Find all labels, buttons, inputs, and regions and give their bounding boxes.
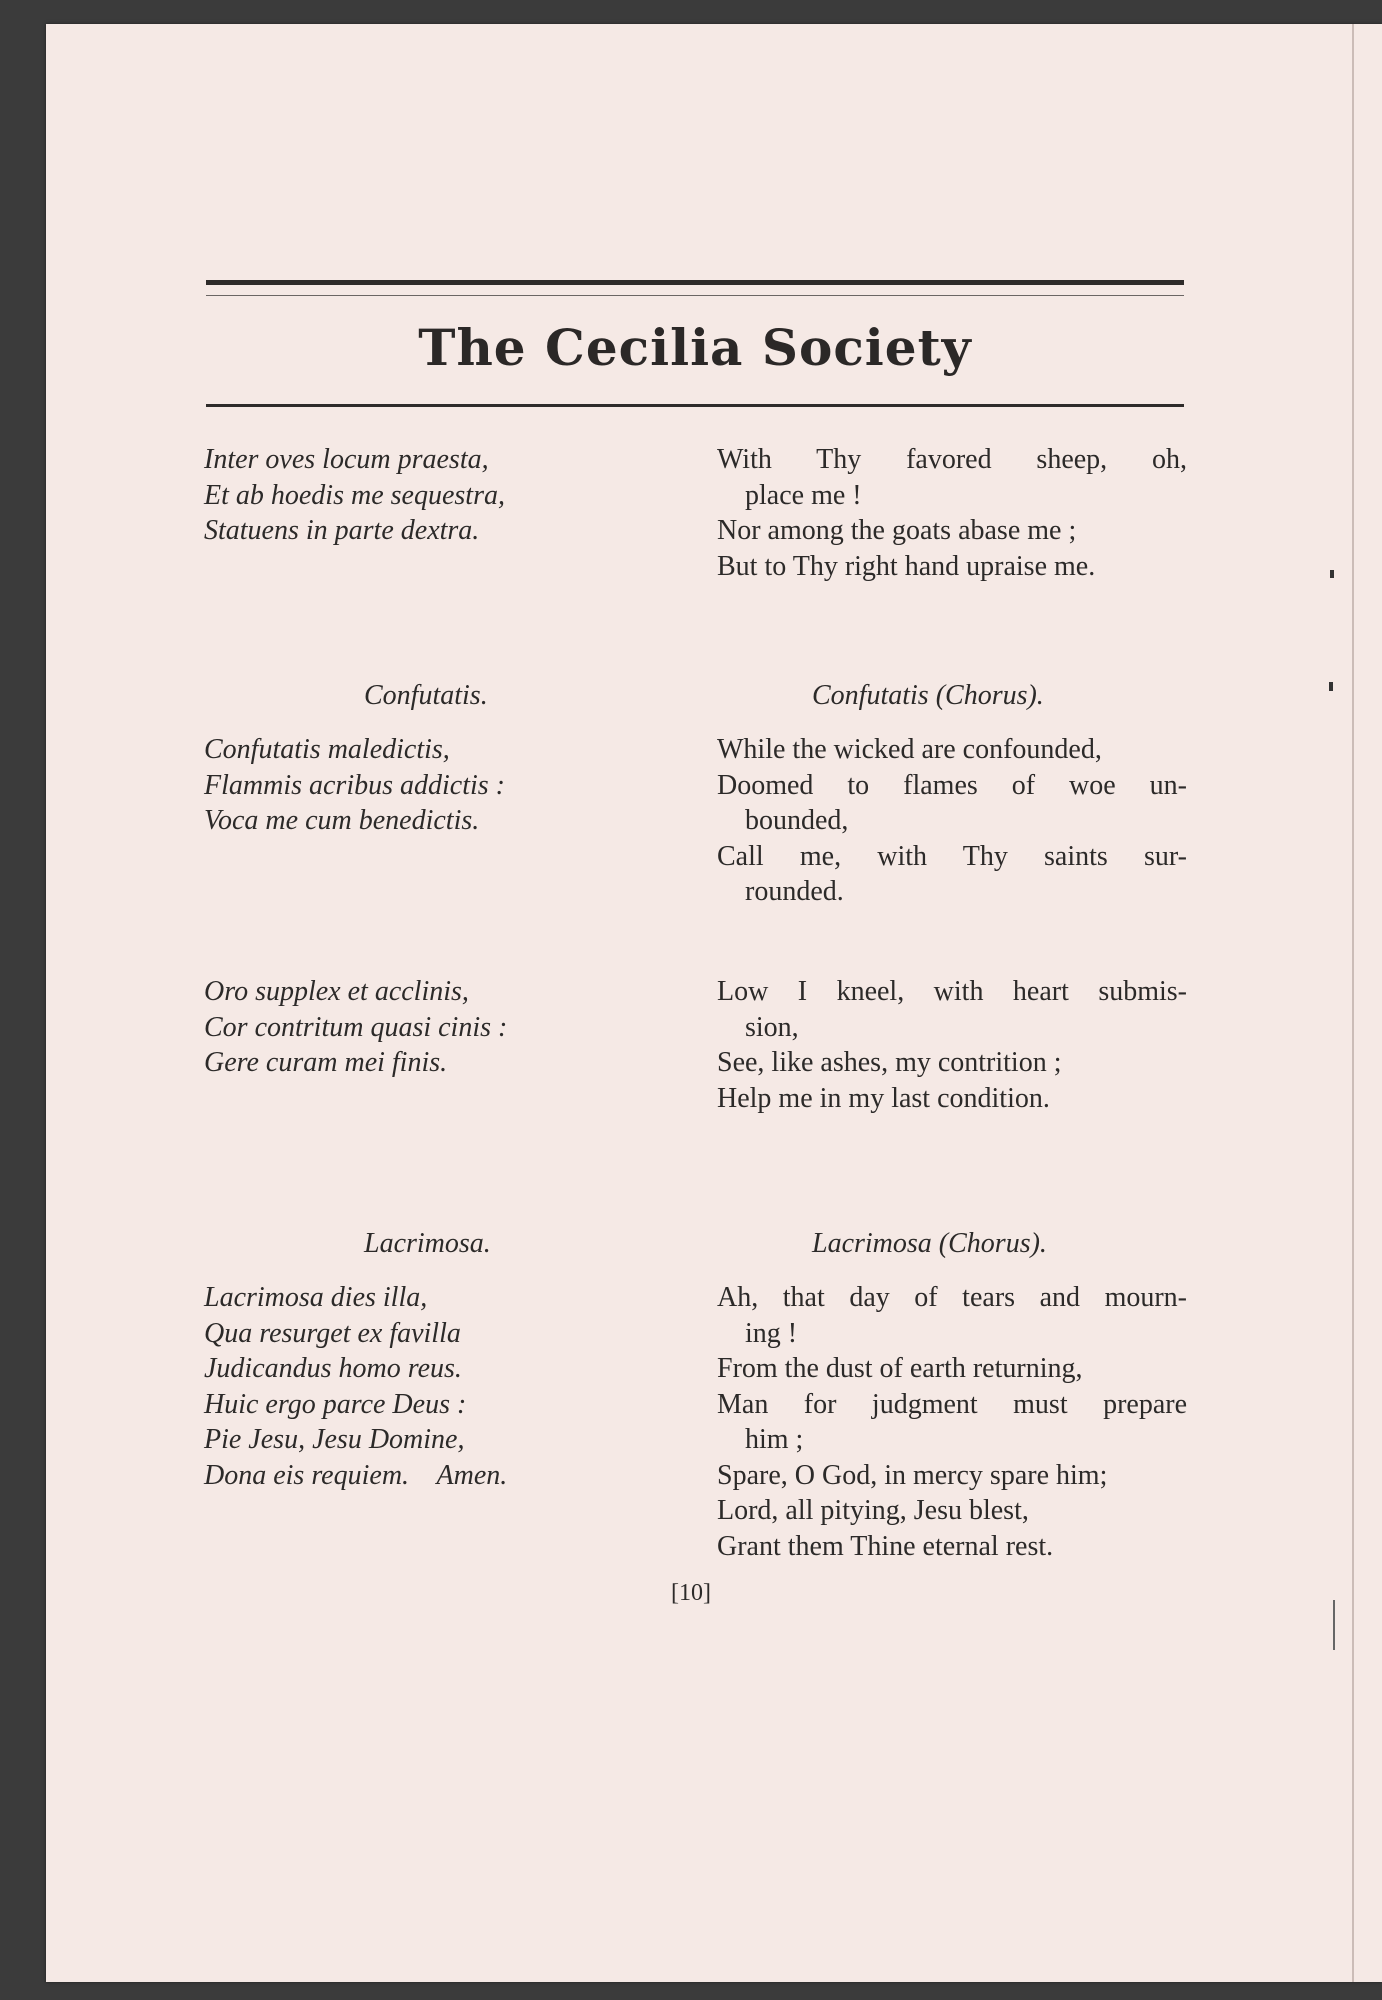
masthead-title: The Cecilia Society xyxy=(418,318,972,377)
lacrimosa-latin xyxy=(204,1280,624,1493)
english-line: place me ! xyxy=(745,479,862,511)
latin-line: Flammis acribus addictis : xyxy=(204,769,505,801)
latin-line: Judicandus homo reus. xyxy=(204,1353,462,1384)
stanza3-latin xyxy=(204,974,624,1081)
top-rule-thick xyxy=(206,280,1184,285)
english-line: Nor among the goats abase me ; xyxy=(717,515,1077,546)
top-rule-thin xyxy=(206,295,1184,296)
latin-line: Voca me cum benedictis. xyxy=(204,805,480,836)
latin-line: Lacrimosa dies illa, xyxy=(204,1282,428,1313)
english-line: Call me, with Thy saints sur- xyxy=(717,840,1187,872)
english-line: Grant them Thine eternal rest. xyxy=(717,1530,1054,1562)
stanza3-english xyxy=(717,974,1187,1116)
english-line: rounded. xyxy=(745,876,844,907)
english-line: While the wicked are confounded, xyxy=(717,734,1102,765)
english-line: Help me in my last condition. xyxy=(717,1082,1050,1114)
page-edge xyxy=(1352,24,1354,1982)
english-line: See, like ashes, my contrition ; xyxy=(717,1047,1062,1078)
english-line: him ; xyxy=(745,1424,804,1455)
stanza1-latin xyxy=(204,442,624,549)
english-line: ing ! xyxy=(745,1317,798,1349)
latin-line: Statuens in parte dextra. xyxy=(204,515,480,546)
latin-line: Huic ergo parce Deus : xyxy=(204,1388,467,1420)
latin-line: Qua resurget ex favilla xyxy=(204,1317,461,1349)
confutatis-latin-heading: Confutatis. xyxy=(364,680,488,711)
latin-line: Inter oves locum praesta, xyxy=(204,444,489,475)
latin-line: Pie Jesu, Jesu Domine, xyxy=(204,1424,465,1455)
english-line: Doomed to flames of woe un- xyxy=(717,769,1187,801)
latin-line: Cor contritum quasi cinis : xyxy=(204,1011,508,1043)
lacrimosa-english xyxy=(717,1280,1187,1564)
confutatis-latin xyxy=(204,732,624,839)
latin-line: Gere curam mei finis. xyxy=(204,1047,448,1078)
lacrimosa-latin-heading: Lacrimosa. xyxy=(364,1228,491,1259)
confutatis-english-heading: Confutatis (Chorus). xyxy=(812,680,1044,711)
margin-speck xyxy=(1330,570,1334,578)
english-line: Low I kneel, with heart submis- xyxy=(717,976,1187,1007)
english-line: Man for judgment must prepare xyxy=(717,1388,1187,1420)
margin-speck xyxy=(1329,682,1333,691)
english-line: Ah, that day of tears and mourn- xyxy=(717,1282,1187,1313)
lacrimosa-english-heading: Lacrimosa (Chorus). xyxy=(812,1228,1047,1259)
english-line: From the dust of earth returning, xyxy=(717,1353,1083,1384)
latin-line: Et ab hoedis me sequestra, xyxy=(204,479,505,511)
confutatis-english xyxy=(717,732,1187,910)
english-line: Lord, all pitying, Jesu blest, xyxy=(717,1495,1029,1526)
margin-speck xyxy=(1333,1600,1335,1650)
stanza1-english xyxy=(717,442,1187,584)
page-number: [10] xyxy=(671,1580,711,1606)
english-line: bounded, xyxy=(745,805,849,836)
latin-line: Oro supplex et acclinis, xyxy=(204,976,469,1007)
english-line: But to Thy right hand upraise me. xyxy=(717,550,1096,582)
masthead-rule xyxy=(206,404,1184,407)
english-line: With Thy favored sheep, oh, xyxy=(717,444,1187,475)
latin-line: Dona eis requiem. Amen. xyxy=(204,1459,508,1491)
english-line: Spare, O God, in mercy spare him; xyxy=(717,1459,1108,1491)
english-line: sion, xyxy=(745,1011,799,1043)
latin-line: Confutatis maledictis, xyxy=(204,734,450,765)
